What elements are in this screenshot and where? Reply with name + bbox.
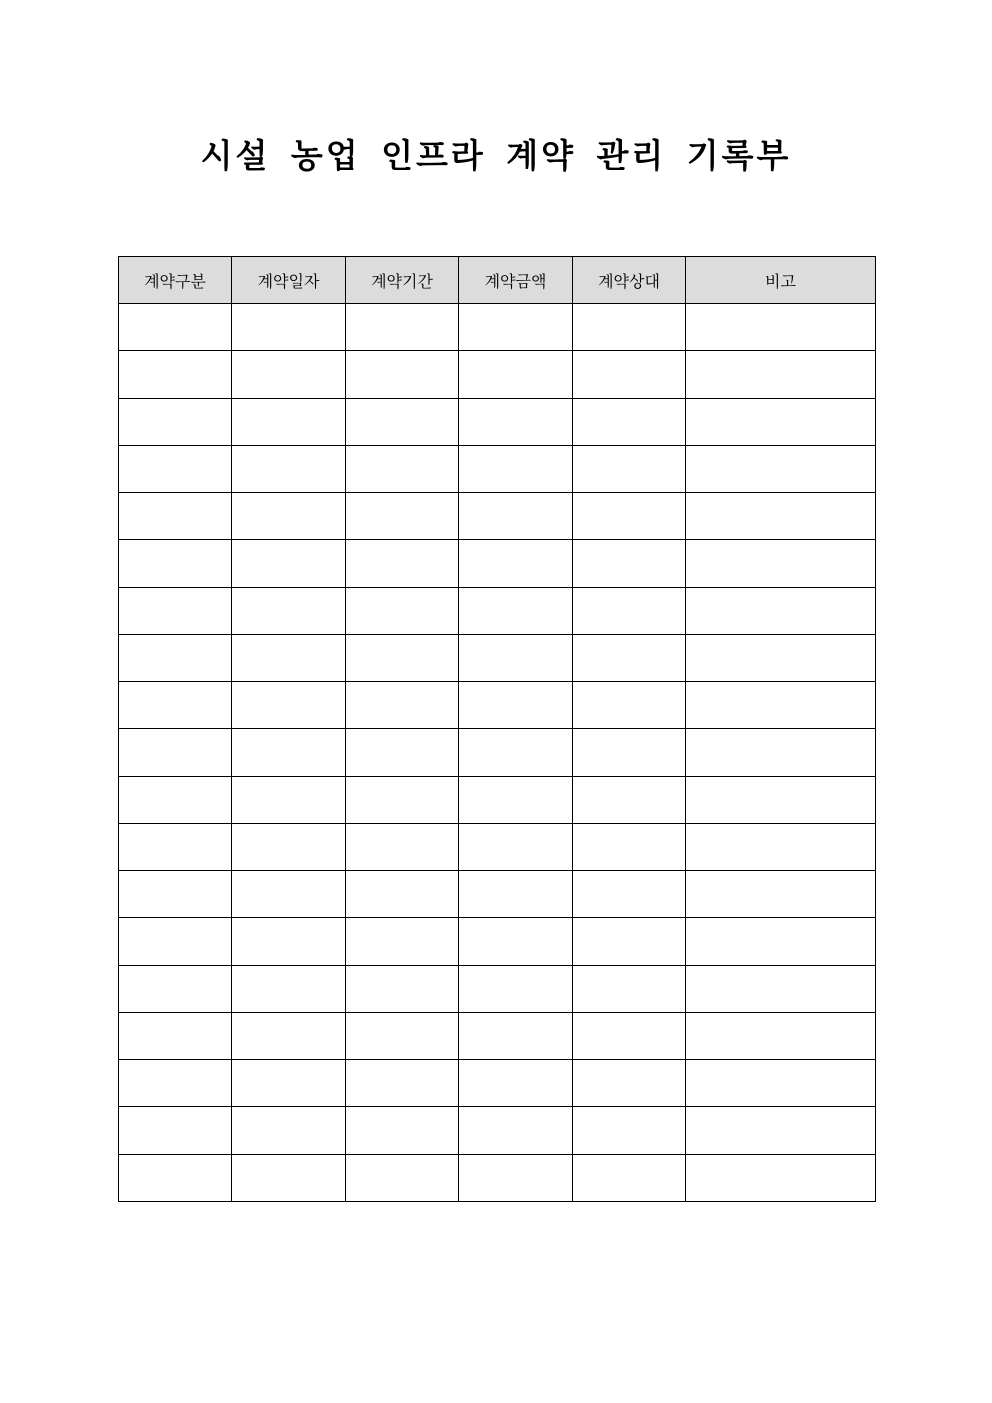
table-cell[interactable] xyxy=(573,351,686,398)
table-cell[interactable] xyxy=(573,634,686,681)
table-cell[interactable] xyxy=(346,540,459,587)
table-cell[interactable] xyxy=(459,682,573,729)
table-cell[interactable] xyxy=(346,965,459,1012)
table-cell[interactable] xyxy=(232,445,346,492)
table-cell[interactable] xyxy=(346,682,459,729)
table-body xyxy=(119,304,876,1202)
table-cell[interactable] xyxy=(232,540,346,587)
table-cell[interactable] xyxy=(459,776,573,823)
table-cell[interactable] xyxy=(232,1012,346,1059)
table-cell[interactable] xyxy=(686,729,876,776)
table-cell[interactable] xyxy=(573,1154,686,1201)
table-cell[interactable] xyxy=(573,587,686,634)
table-cell[interactable] xyxy=(346,823,459,870)
table-cell[interactable] xyxy=(686,965,876,1012)
table-row xyxy=(119,398,876,445)
table-cell[interactable] xyxy=(232,729,346,776)
table-cell[interactable] xyxy=(459,493,573,540)
table-cell[interactable] xyxy=(119,871,232,918)
table-cell[interactable] xyxy=(232,823,346,870)
table-row xyxy=(119,1012,876,1059)
column-header-remarks: 비고 xyxy=(686,257,876,304)
table-cell[interactable] xyxy=(573,682,686,729)
table-cell[interactable] xyxy=(573,729,686,776)
table-cell[interactable] xyxy=(119,823,232,870)
table-cell[interactable] xyxy=(119,587,232,634)
table-cell[interactable] xyxy=(459,965,573,1012)
table-cell[interactable] xyxy=(686,1060,876,1107)
table-cell[interactable] xyxy=(459,351,573,398)
table-cell[interactable] xyxy=(459,445,573,492)
table-cell[interactable] xyxy=(686,351,876,398)
table-cell[interactable] xyxy=(119,1107,232,1154)
table-cell[interactable] xyxy=(232,587,346,634)
table-cell[interactable] xyxy=(232,918,346,965)
table-cell[interactable] xyxy=(346,871,459,918)
table-cell[interactable] xyxy=(686,823,876,870)
table-cell[interactable] xyxy=(232,1060,346,1107)
table-row xyxy=(119,1154,876,1201)
table-cell[interactable] xyxy=(573,445,686,492)
table-row xyxy=(119,1107,876,1154)
column-header-contract-type: 계약구분 xyxy=(119,257,232,304)
column-header-contract-party: 계약상대 xyxy=(573,257,686,304)
table-cell[interactable] xyxy=(573,965,686,1012)
table-cell[interactable] xyxy=(459,871,573,918)
table-cell[interactable] xyxy=(459,540,573,587)
table-cell[interactable] xyxy=(119,634,232,681)
table-cell[interactable] xyxy=(686,540,876,587)
table-cell[interactable] xyxy=(232,965,346,1012)
table-cell[interactable] xyxy=(232,871,346,918)
table-row xyxy=(119,918,876,965)
table-cell[interactable] xyxy=(459,634,573,681)
table-cell[interactable] xyxy=(686,871,876,918)
table-cell[interactable] xyxy=(346,493,459,540)
table-cell[interactable] xyxy=(119,304,232,351)
table-cell[interactable] xyxy=(459,587,573,634)
table-cell[interactable] xyxy=(346,398,459,445)
table-cell[interactable] xyxy=(346,587,459,634)
table-cell[interactable] xyxy=(119,493,232,540)
table-cell[interactable] xyxy=(119,445,232,492)
table-cell[interactable] xyxy=(346,304,459,351)
table-row xyxy=(119,871,876,918)
table-row xyxy=(119,445,876,492)
table-cell[interactable] xyxy=(119,776,232,823)
table-cell[interactable] xyxy=(232,493,346,540)
table-cell[interactable] xyxy=(686,1012,876,1059)
table-cell[interactable] xyxy=(459,398,573,445)
table-cell[interactable] xyxy=(573,540,686,587)
table-cell[interactable] xyxy=(686,682,876,729)
table-cell[interactable] xyxy=(573,1012,686,1059)
table-cell[interactable] xyxy=(459,1012,573,1059)
table-cell[interactable] xyxy=(686,445,876,492)
table-cell[interactable] xyxy=(573,1107,686,1154)
table-row xyxy=(119,682,876,729)
table-row xyxy=(119,351,876,398)
table-row xyxy=(119,1060,876,1107)
table-row xyxy=(119,634,876,681)
table-cell[interactable] xyxy=(119,918,232,965)
table-cell[interactable] xyxy=(119,1154,232,1201)
table-row xyxy=(119,965,876,1012)
table-cell[interactable] xyxy=(119,965,232,1012)
table-cell[interactable] xyxy=(346,1060,459,1107)
table-cell[interactable] xyxy=(573,776,686,823)
table-cell[interactable] xyxy=(346,918,459,965)
table-cell[interactable] xyxy=(119,682,232,729)
table-cell[interactable] xyxy=(686,918,876,965)
table-cell[interactable] xyxy=(573,918,686,965)
table-cell[interactable] xyxy=(119,351,232,398)
table-cell[interactable] xyxy=(346,634,459,681)
column-header-contract-period: 계약기간 xyxy=(346,257,459,304)
table-row xyxy=(119,493,876,540)
table-cell[interactable] xyxy=(119,1012,232,1059)
table-cell[interactable] xyxy=(459,1060,573,1107)
table-cell[interactable] xyxy=(459,1154,573,1201)
column-header-contract-date: 계약일자 xyxy=(232,257,346,304)
table-cell[interactable] xyxy=(459,729,573,776)
table-cell[interactable] xyxy=(346,445,459,492)
table-cell[interactable] xyxy=(119,540,232,587)
table-cell[interactable] xyxy=(459,823,573,870)
table-cell[interactable] xyxy=(232,682,346,729)
table-cell[interactable] xyxy=(686,587,876,634)
table-cell[interactable] xyxy=(573,493,686,540)
table-cell[interactable] xyxy=(119,398,232,445)
table-cell[interactable] xyxy=(573,1060,686,1107)
table-cell[interactable] xyxy=(686,398,876,445)
table-row xyxy=(119,823,876,870)
table-cell[interactable] xyxy=(346,1107,459,1154)
table-cell[interactable] xyxy=(232,398,346,445)
table-cell[interactable] xyxy=(573,823,686,870)
table-cell[interactable] xyxy=(573,304,686,351)
table-cell[interactable] xyxy=(232,1154,346,1201)
table-cell[interactable] xyxy=(686,1154,876,1201)
table-cell[interactable] xyxy=(232,304,346,351)
table-cell[interactable] xyxy=(232,776,346,823)
table-row xyxy=(119,729,876,776)
table-cell[interactable] xyxy=(459,918,573,965)
table-cell[interactable] xyxy=(459,1107,573,1154)
table-row xyxy=(119,540,876,587)
table-row xyxy=(119,776,876,823)
table-header-row xyxy=(119,257,876,304)
table-cell[interactable] xyxy=(346,1154,459,1201)
table-row xyxy=(119,304,876,351)
table-cell[interactable] xyxy=(346,1012,459,1059)
table-cell[interactable] xyxy=(686,1107,876,1154)
table-cell[interactable] xyxy=(119,729,232,776)
table-cell[interactable] xyxy=(232,634,346,681)
table-row xyxy=(119,587,876,634)
table-cell[interactable] xyxy=(346,351,459,398)
table-cell[interactable] xyxy=(686,634,876,681)
page-title: 시설 농업 인프라 계약 관리 기록부 xyxy=(200,136,792,175)
table-cell[interactable] xyxy=(119,1060,232,1107)
table-cell[interactable] xyxy=(232,1107,346,1154)
table-cell[interactable] xyxy=(573,871,686,918)
table-cell[interactable] xyxy=(686,493,876,540)
column-header-contract-amount: 계약금액 xyxy=(459,257,573,304)
contract-record-table xyxy=(118,256,876,1202)
table-cell[interactable] xyxy=(573,398,686,445)
table-cell[interactable] xyxy=(346,776,459,823)
table-cell[interactable] xyxy=(686,304,876,351)
table-cell[interactable] xyxy=(459,304,573,351)
table-cell[interactable] xyxy=(346,729,459,776)
table-cell[interactable] xyxy=(686,776,876,823)
table-cell[interactable] xyxy=(232,351,346,398)
